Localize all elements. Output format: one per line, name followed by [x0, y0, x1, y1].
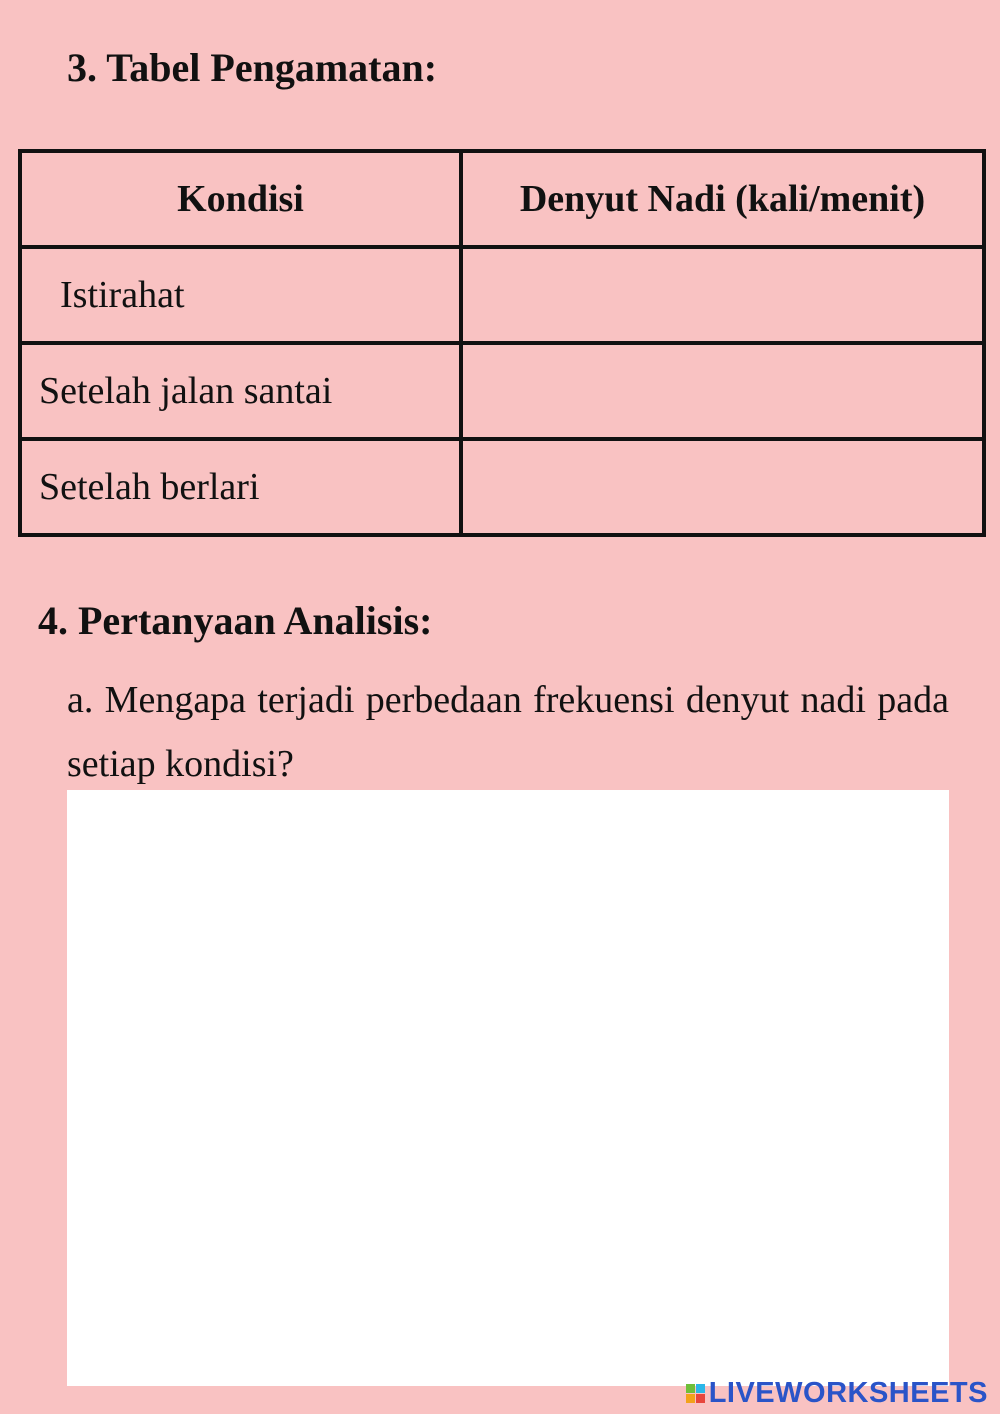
watermark-text: LIVEWORKSHEETS	[708, 1377, 988, 1409]
section-3-title: 3. Tabel Pengamatan:	[67, 45, 438, 90]
cell-denyut-jalan-santai[interactable]	[461, 343, 984, 439]
cell-denyut-berlari[interactable]	[461, 439, 984, 535]
answer-a-field[interactable]	[67, 790, 949, 1386]
header-denyut-nadi: Denyut Nadi (kali/menit)	[461, 151, 984, 247]
cell-kondisi-berlari: Setelah berlari	[20, 439, 461, 535]
cell-denyut-istirahat[interactable]	[461, 247, 984, 343]
table-row	[20, 247, 984, 343]
liveworksheets-watermark	[686, 1379, 988, 1408]
cell-kondisi-istirahat: Istirahat	[20, 247, 461, 343]
section-4-title: 4. Pertanyaan Analisis:	[38, 598, 433, 643]
header-kondisi: Kondisi	[20, 151, 461, 247]
liveworksheets-logo-icon	[686, 1384, 705, 1403]
table-row	[20, 343, 984, 439]
table-header-row	[20, 151, 984, 247]
question-a: a. Mengapa terjadi perbedaan frekuensi denyut nadi pada setiap kondisi?	[67, 679, 949, 785]
cell-kondisi-jalan-santai: Setelah jalan santai	[20, 343, 461, 439]
observation-table	[18, 149, 986, 537]
table-row	[20, 439, 984, 535]
